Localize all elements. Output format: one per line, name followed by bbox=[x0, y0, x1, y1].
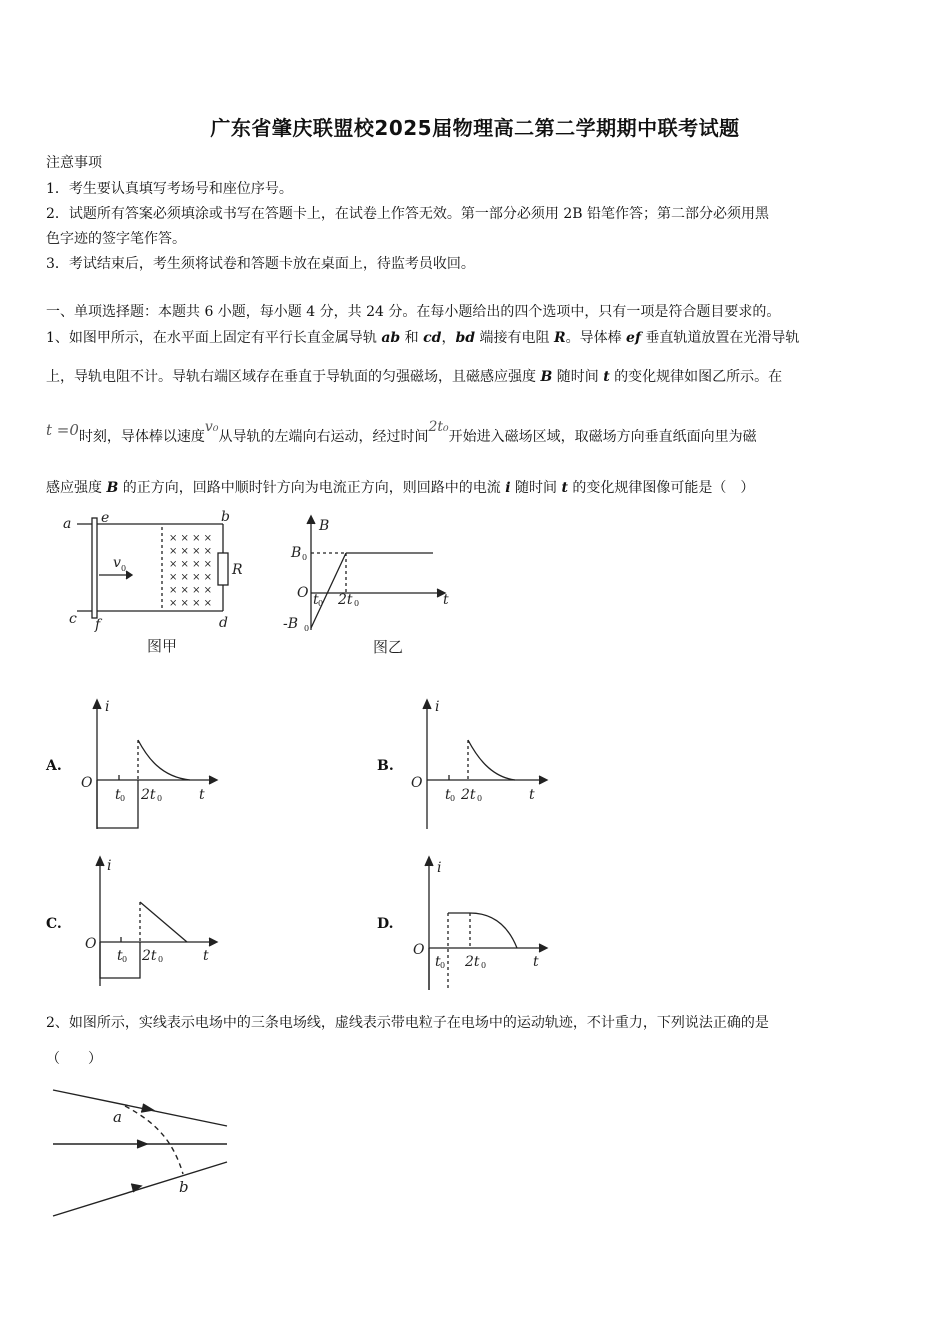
graph-b[interactable] bbox=[405, 695, 555, 835]
svg-text:t: t bbox=[203, 948, 209, 964]
figure-jia bbox=[55, 505, 255, 663]
figure-yi bbox=[283, 510, 458, 660]
label-a: a bbox=[63, 516, 72, 532]
point-b-label: b bbox=[179, 1178, 189, 1196]
svg-text:0: 0 bbox=[121, 564, 127, 573]
svg-text:t: t bbox=[533, 954, 539, 970]
svg-text:0: 0 bbox=[450, 794, 456, 803]
page-title: 广东省肇庆联盟校2025届物理高二第二学期期中联考试题 bbox=[210, 116, 740, 140]
q2-line-2: （ ） bbox=[46, 1051, 102, 1067]
svg-text:t: t bbox=[529, 787, 535, 803]
notice-item-2b: 色字迹的签字笔作答。 bbox=[46, 231, 186, 247]
q1-line-1: 1、如图甲所示，在水平面上固定有平行长直金属导轨 ab 和 cd，bd 端接有电阻 R。导体棒 ef 垂直轨道放置在光滑导轨 bbox=[46, 330, 800, 346]
svg-text:O: O bbox=[81, 775, 93, 791]
option-b[interactable]: B. bbox=[377, 758, 394, 774]
caption-yi: 图乙 bbox=[373, 638, 404, 656]
svg-text:O: O bbox=[297, 585, 309, 601]
svg-text:0: 0 bbox=[122, 955, 128, 964]
svg-text:i: i bbox=[107, 858, 112, 874]
svg-text:0: 0 bbox=[481, 961, 487, 970]
svg-text:× × × ×: × × × × bbox=[169, 559, 213, 570]
field-lines-figure bbox=[45, 1082, 240, 1227]
label-c: c bbox=[69, 611, 77, 627]
q1-line-4: 感应强度 B 的正方向，回路中顺时针方向为电流正方向，则回路中的电流 i 随时间 t 的变化规律图像可能是（ ） bbox=[46, 480, 755, 496]
svg-text:0: 0 bbox=[440, 961, 446, 970]
label-f: f bbox=[95, 617, 101, 633]
notice-item-3: 3．考试结束后，考生须将试卷和答题卡放在桌面上，待监考员收回。 bbox=[46, 256, 475, 272]
svg-text:0: 0 bbox=[318, 599, 324, 608]
label-b: b bbox=[221, 509, 230, 525]
svg-text:2t: 2t bbox=[142, 948, 157, 964]
svg-text:B: B bbox=[319, 518, 330, 534]
option-c[interactable]: C. bbox=[46, 916, 62, 932]
section-heading: 一、单项选择题：本题共 6 小题，每小题 4 分，共 24 分。在每小题给出的四个选项中，只有一项是符合题目要求的。 bbox=[46, 304, 781, 320]
option-d[interactable]: D. bbox=[377, 916, 394, 932]
label-v0: v bbox=[113, 555, 121, 571]
option-a[interactable]: A. bbox=[46, 758, 62, 774]
svg-text:O: O bbox=[85, 936, 97, 952]
svg-text:i: i bbox=[437, 860, 442, 876]
label-R: R bbox=[232, 562, 243, 578]
q2-line-1: 2、如图所示，实线表示电场中的三条电场线，虚线表示带电粒子在电场中的运动轨迹，不计重力，下列说法正确的是 bbox=[46, 1015, 769, 1031]
svg-text:t: t bbox=[115, 787, 121, 803]
svg-text:× × × ×: × × × × bbox=[169, 533, 213, 544]
svg-text:0: 0 bbox=[157, 794, 163, 803]
svg-text:× × × ×: × × × × bbox=[169, 572, 213, 583]
svg-text:0: 0 bbox=[477, 794, 483, 803]
svg-text:0: 0 bbox=[354, 599, 360, 608]
svg-text:t: t bbox=[313, 592, 319, 608]
svg-text:2t: 2t bbox=[338, 592, 353, 608]
svg-text:B: B bbox=[291, 545, 302, 561]
notice-item-2a: 2．试题所有答案必须填涂或书写在答题卡上，在试卷上作答无效。第一部分必须用 2B 铅笔作答；第二部分必须用黑 bbox=[46, 206, 769, 222]
svg-text:t: t bbox=[435, 954, 441, 970]
q1-line-2: 上，导轨电阻不计。导轨右端区域存在垂直于导轨面的匀强磁场，且磁感应强度 B 随时间 t 的变化规律如图乙所示。在 bbox=[46, 369, 783, 385]
svg-text:0: 0 bbox=[158, 955, 164, 964]
svg-text:O: O bbox=[413, 942, 425, 958]
svg-text:i: i bbox=[105, 699, 110, 715]
svg-text:2t: 2t bbox=[465, 954, 480, 970]
notice-heading: 注意事项 bbox=[46, 155, 102, 171]
svg-text:2t: 2t bbox=[461, 787, 476, 803]
svg-text:× × × ×: × × × × bbox=[169, 598, 213, 609]
label-e: e bbox=[101, 510, 110, 526]
svg-text:-B: -B bbox=[283, 616, 299, 632]
q1-line-3: t =0时刻，导体棒以速度v₀从导轨的左端向右运动，经过时间2t₀开始进入磁场区域，取磁场方向垂直纸面向里为磁 bbox=[46, 419, 757, 445]
graph-d[interactable] bbox=[405, 850, 555, 995]
svg-text:0: 0 bbox=[302, 553, 308, 562]
graph-c[interactable] bbox=[75, 850, 225, 990]
svg-text:t: t bbox=[445, 787, 451, 803]
label-d: d bbox=[219, 615, 228, 631]
svg-text:2t: 2t bbox=[141, 787, 156, 803]
caption-jia: 图甲 bbox=[147, 637, 178, 655]
svg-text:0: 0 bbox=[304, 624, 310, 633]
graph-a[interactable] bbox=[75, 695, 225, 835]
notice-item-1: 1．考生要认真填写考场号和座位序号。 bbox=[46, 181, 293, 197]
svg-text:× × × ×: × × × × bbox=[169, 546, 213, 557]
point-a-label: a bbox=[113, 1108, 122, 1126]
svg-text:t: t bbox=[443, 592, 449, 608]
svg-text:i: i bbox=[435, 699, 440, 715]
svg-text:t: t bbox=[117, 948, 123, 964]
svg-text:t: t bbox=[199, 787, 205, 803]
svg-text:0: 0 bbox=[120, 794, 126, 803]
svg-text:O: O bbox=[411, 775, 423, 791]
svg-text:× × × ×: × × × × bbox=[169, 585, 213, 596]
